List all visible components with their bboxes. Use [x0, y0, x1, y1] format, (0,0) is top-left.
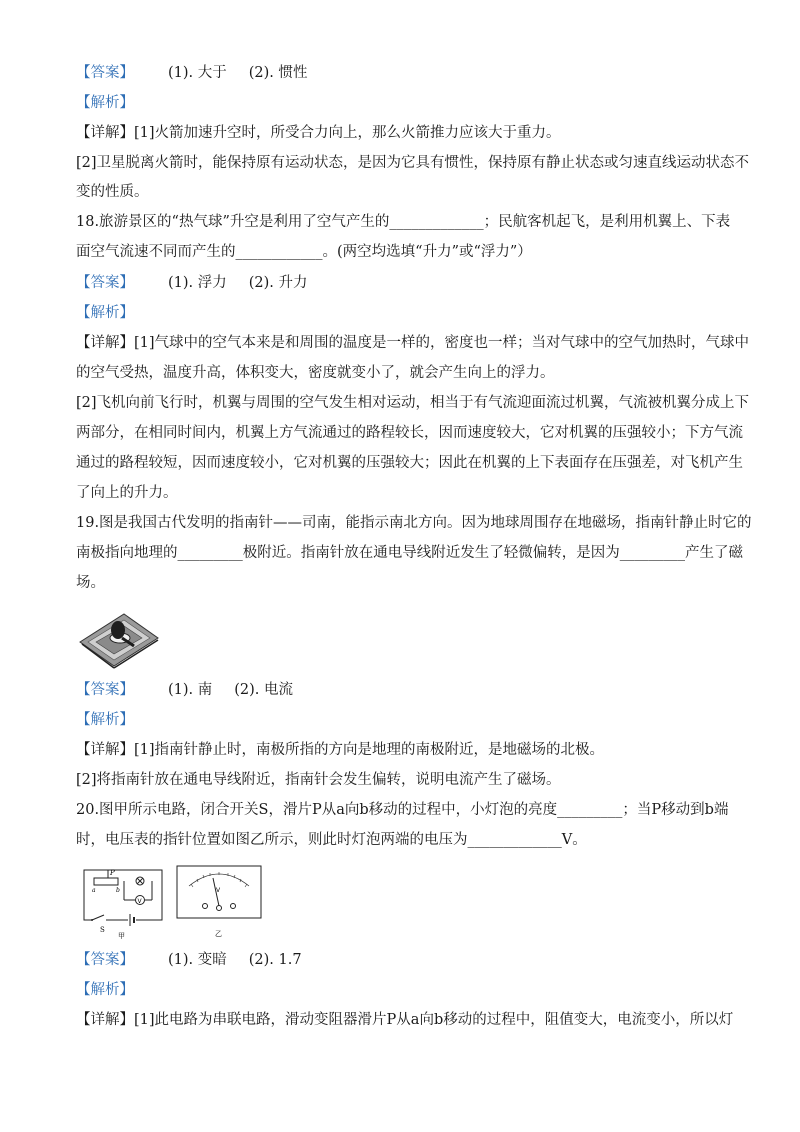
q18-detail-2b: 两部分，在相同时间内，机翼上方气流通过的路程较长，因而速度较大，它对机翼的压强较小；下方气流: [76, 425, 743, 441]
q20-answer-1: (1). 变暗: [168, 952, 227, 968]
figure-label-yi: 乙: [215, 930, 222, 938]
q17-analysis-label: 【解析】: [76, 95, 134, 111]
svg-text:V: V: [216, 887, 221, 894]
switch-label-s: S: [100, 926, 105, 934]
q19-analysis-label: 【解析】: [76, 712, 134, 728]
q19-detail-2: [2]将指南针放在通电导线附近，指南针会发生偏转，说明电流产生了磁场。: [76, 772, 561, 788]
slider-end-a: a: [92, 887, 96, 894]
q19-detail-1-text: [1]指南针静止时，南极所指的方向是地理的南极附近，是地磁场的北极。: [134, 742, 605, 758]
q17-detail-2b: 变的性质。: [76, 184, 149, 200]
figure-label-jia: 甲: [118, 932, 125, 940]
q20-answer-2: (2). 1.7: [248, 952, 302, 968]
q19-question-b: 南极指向地理的_________极附近。指南针放在通电导线附近发生了轻微偏转，是因为_________产生了磁: [76, 545, 743, 561]
detail-label: 【详解】: [76, 335, 134, 351]
q20-detail-1: [76, 1010, 733, 1030]
q18-detail-2d: 了向上的升力。: [76, 485, 178, 501]
q18-detail-1a: [76, 333, 749, 353]
q19-answer-2: (2). 电流: [234, 682, 294, 698]
q19-question-c: 场。: [76, 575, 105, 591]
q18-question-a: 18.旅游景区的“热气球”升空是利用了空气产生的_____________；民航客机起飞，是利用机翼上、下表: [76, 214, 731, 230]
answer-label: 【答案】: [76, 275, 134, 291]
circuit-diagram-figure: [78, 862, 170, 940]
answer-label: 【答案】: [76, 682, 134, 698]
q19-detail-1: [76, 740, 604, 760]
q18-answer-1: (1). 浮力: [168, 275, 227, 291]
q17-answer-1: (1). 大于: [168, 65, 227, 81]
q19-answer-line: [76, 680, 293, 700]
answer-label: 【答案】: [76, 65, 134, 81]
q19-answer-1: (1). 南: [168, 682, 213, 698]
q18-detail-1b: 的空气受热，温度升高，体积变大，密度就变小了，就会产生向上的浮力。: [76, 365, 555, 381]
svg-text:V: V: [137, 898, 142, 905]
q18-detail-2c: 通过的路程较短，因而速度较小，它对机翼的压强较大；因此在机翼的上下表面存在压强差，对飞机产生: [76, 455, 743, 471]
voltmeter-figure: [175, 862, 263, 940]
detail-label: 【详解】: [76, 125, 134, 141]
q18-detail-2a: [2]飞机向前飞行时，机翼与周围的空气发生相对运动，相当于有气流迎面流过机翼，气流被机翼分成上下: [76, 395, 750, 411]
detail-label: 【详解】: [76, 742, 134, 758]
detail-label: 【详解】: [76, 1012, 134, 1028]
slider-end-b: b: [116, 887, 120, 894]
q17-detail-2a: [2]卫星脱离火箭时，能保持原有运动状态，是因为它具有惯性，保持原有静止状态或匀速直线运动状态不: [76, 155, 750, 171]
q17-detail-1: [76, 123, 561, 143]
q19-question-a: 19.图是我国古代发明的指南针——司南，能指示南北方向。因为地球周围存在地磁场，指南针静止时它的: [76, 515, 752, 531]
q18-analysis-label: 【解析】: [76, 305, 134, 321]
q20-analysis-label: 【解析】: [76, 982, 134, 998]
q20-detail-1-text: [1]此电路为串联电路，滑动变阻器滑片P从a向b移动的过程中，阻值变大，电流变小，所以灯: [134, 1012, 734, 1028]
q17-answer-line: [76, 63, 308, 83]
q18-question-b: 面空气流速不同而产生的____________。(两空均选填“升力”或“浮力”）: [76, 244, 532, 260]
answer-label: 【答案】: [76, 952, 134, 968]
q18-answer-line: [76, 273, 308, 293]
q18-answer-2: (2). 升力: [248, 275, 308, 291]
slider-label-p: P: [110, 869, 115, 877]
q17-answer-2: (2). 惯性: [248, 65, 308, 81]
q20-question-b: 时，电压表的指针位置如图乙所示，则此时灯泡两端的电压为_____________V。: [76, 832, 587, 848]
q20-answer-line: [76, 950, 302, 970]
compass-figure: [78, 608, 160, 670]
q18-detail-1a-text: [1]气球中的空气本来是和周围的温度是一样的，密度也一样；当对气球中的空气加热时，气球中: [134, 335, 750, 351]
q20-question-a: 20.图甲所示电路，闭合开关S，滑片P从a向b移动的过程中，小灯泡的亮度_________；当P移动到b端: [76, 802, 729, 818]
q17-detail-1-text: [1]火箭加速升空时，所受合力向上，那么火箭推力应该大于重力。: [134, 125, 561, 141]
